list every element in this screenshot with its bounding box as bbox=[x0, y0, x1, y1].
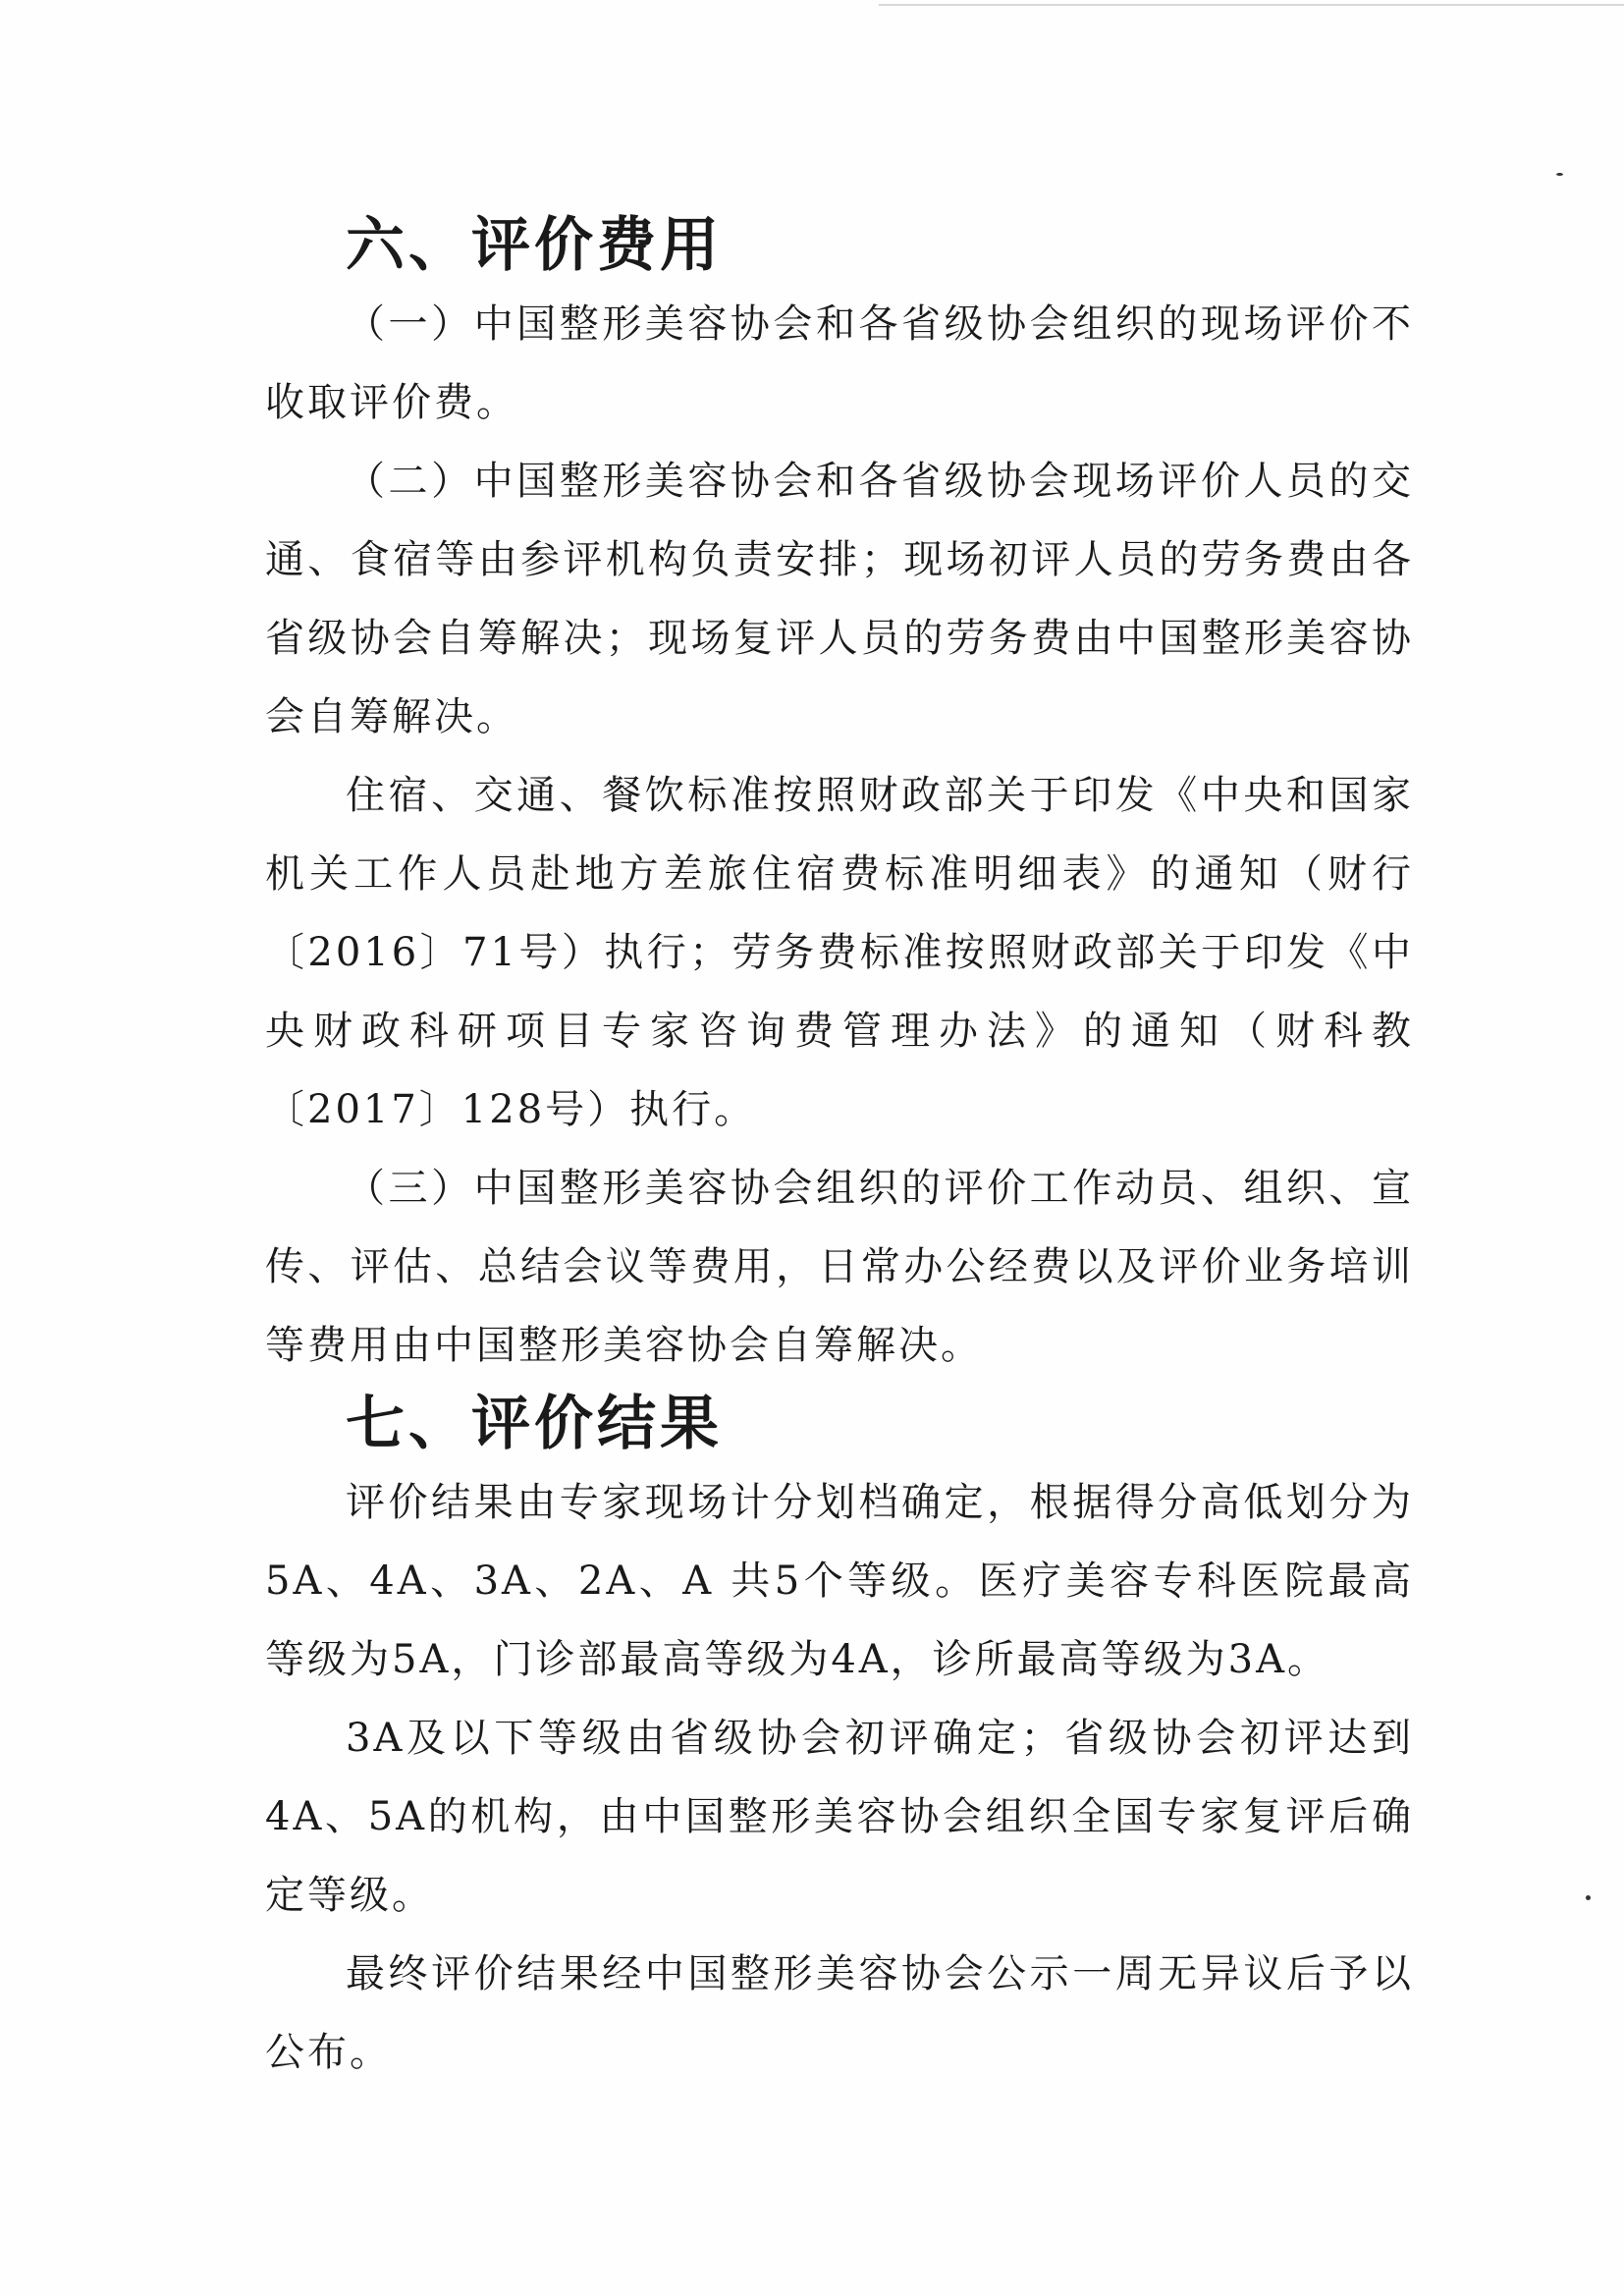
section-heading-results: 七、评价结果 bbox=[346, 1390, 723, 1458]
results-paragraph-3: 最终评价结果经中国整形美容协会公示一周无异议后予以公布。 bbox=[265, 1951, 1414, 2075]
scan-speck bbox=[1586, 1895, 1591, 1900]
fees-paragraph-4: （三）中国整形美容协会组织的评价工作动员、组织、宣传、评估、总结会议等费用，日常办公经费以及评价业务培训等费用由中国整形美容协会自筹解决。 bbox=[265, 1166, 1414, 1368]
scan-speck bbox=[1556, 173, 1563, 176]
scan-edge-line bbox=[879, 4, 1624, 6]
results-paragraph-1: 评价结果由专家现场计分划档确定，根据得分高低划分为5A、4A、3A、2A、A 共5个等级。医疗美容专科医院最高等级为5A，门诊部最高等级为4A，诊所最高等级为3A。 bbox=[265, 1480, 1414, 1682]
section-heading-fees: 六、评价费用 bbox=[346, 211, 723, 280]
fees-paragraph-2: （二）中国整形美容协会和各省级协会现场评价人员的交通、食宿等由参评机构负责安排；现场初评人员的劳务费由各省级协会自筹解决；现场复评人员的劳务费由中国整形美容协会自筹解决。 bbox=[265, 459, 1414, 739]
document-body bbox=[265, 206, 1414, 2092]
fees-paragraph-1: （一）中国整形美容协会和各省级协会组织的现场评价不收取评价费。 bbox=[265, 301, 1414, 425]
fees-paragraph-3: 住宿、交通、餐饮标准按照财政部关于印发《中央和国家机关工作人员赴地方差旅住宿费标准明细表》的通知（财行〔2016〕71号）执行；劳务费标准按照财政部关于印发《中央财政科研项目专家咨询费管理办法》的通知（财科教〔2017〕128号）执行。 bbox=[265, 773, 1414, 1132]
results-paragraph-2: 3A及以下等级由省级协会初评确定；省级协会初评达到4A、5A的机构，由中国整形美容协会组织全国专家复评后确定等级。 bbox=[265, 1716, 1414, 1918]
